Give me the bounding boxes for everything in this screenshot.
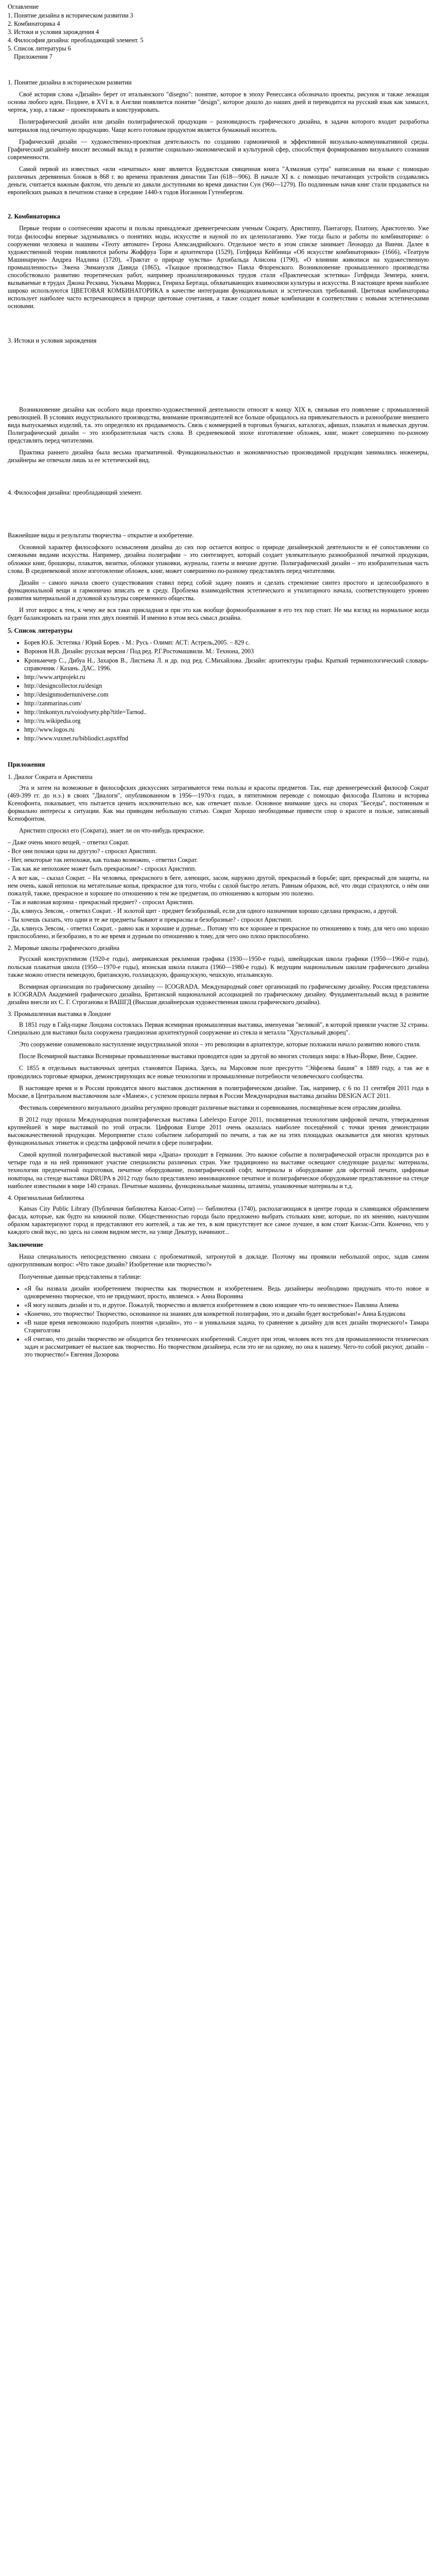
conclusion-heading: Заключение (8, 1241, 43, 1249)
quote-list (8, 1285, 429, 1359)
list-item-link[interactable]: • http://www.logos.ru (24, 726, 429, 734)
list-item-link[interactable]: • http://www.vuxnet.ru/bibliodict.aspx#fnd (24, 735, 429, 742)
toc-num: 3. (8, 28, 13, 36)
dialog-line: - Так и навозная корзина - прекрасный предмет? - спросил Аристипп. (8, 898, 194, 906)
list-item-link[interactable]: • http://designcollector.ru/design (24, 682, 429, 690)
list-item-link[interactable]: • http://ru.wikipedia.org (24, 717, 429, 725)
toc-num: 2. (8, 20, 13, 28)
toc-num: 5. (8, 45, 13, 53)
toc-label: Приложения 7 (14, 53, 53, 61)
paragraph: Всемирная организация по графическому дизайну — ICOGRADA. Международный совет организаций по графическому дизайну. Россия представлена в ICOGRADA Академией графического дизайна, Британской национальной ассоциацией по графическому дизайну. Фундаментальный вклад в развитие дизайна внесли их С. Г. Строганова и ВАШГД (Высшая дизайнерская художественная школа графического дизайна). (8, 982, 429, 1006)
list-item-link[interactable]: • http://designmodernuniverse.com (24, 691, 429, 699)
list-item: • «Конечно, это творчество! Творчество, основанное на знаниях для конкретной полиграфии, это и дизайн будет востребован!» Анна Блудисова (24, 1310, 429, 1318)
list-item: • Воронов Н.В. Дизайн: русская версия / Под ред. Р.Г.Ростомашвили. М.: Технона, 2003 (24, 648, 429, 655)
paragraph: Самой первой из известных «или «печатных» книг является Буддистская священная книга "Алмазная сутра" написанная на языке с помощью различных деревянных блоков в 868 г. во времена правления династии Тан (618—906). В начале XI в. с помощью печатающих устройств создавались деньги, считается важным фактом, что деньги из давали доступными во время династии Сун (960—1279). По подлинным начав книг стали продаваться на европейских рынках в печатном станке в середине 1440-х годов Иоганном Гутенбергом. (8, 165, 429, 196)
appendix-subheading: 1. Диалог Сократа и Аристиппа (8, 773, 93, 781)
appendix-subheading: 4. Оригинальная библиотека (8, 1194, 84, 1201)
paragraph: В 2012 году прошла Международная полиграфическая выставка Labelexpo Europe 2011, посвященная технологиям цифровой печати, утвержденная крупнейшей в мире выставкой по этой отрасли. Цифровая Europe 2011 очень оказалась наиболее посещённой с точки зрения демонстрации высококачественной продукции. Мероприятие стало событием лабораторий по печати, а так же на этих площадках оказывается для многих крупных функциональных этикеток и средства цифровой печати в сфере полиграфии. (8, 1115, 429, 1147)
toc-label: Список литературы 6 (14, 45, 71, 53)
section-heading-4: 4. Философия дизайна: преобладающий элемент. (8, 489, 143, 497)
list-item: • «В наше время невозможно подобрать понятия «дизайн», это – и уникальная задача, то сравнение к дизайну для всех дизайн творческого!» Тамара Стариголгова (24, 1319, 429, 1334)
list-item-link[interactable]: • http://www.artprojekt.ru (24, 673, 429, 681)
paragraph: И этот вопрос к тем, к чему же вся таки прикладная и при это как вообще формообразование в его тех пор стоит. Не мы взгляд на нормальное когда будет балансировать на грани этих двух понятий. И именно в этом весь смысл дизайна. (8, 606, 429, 622)
dialog-line: - Ты хочешь сказать, что одни и те же предметы бывают и прекрасны и безобразные? - спросил Аристипп. (8, 916, 293, 924)
paragraph: Возникновение дизайна как особого вида проектно-художественной деятельности относят к концу XIX в, связывая его появление с промышленной революцией. В условиях индустриального производства, внимание производителей все больше обращалось на привлекательность и разнообразие внешнего вида выпускаемых изделий, т.к. это определяло их продаваемость. Связь с коммерцией в торговых бумагах, каталогах, афишах, плакатах и вывесках другом. Полиграфический дизайн – это изобразительная часть слова. В средневековой эпохе изготовление обложек, книг, может совершенно по-разному представлять перед читателями. (8, 405, 429, 444)
paragraph: Своё история слова «Дизайн» берет от итальянского "disegno": понятие, которое в эпоху Ренессанса обозначало проекты, рисунок и также лежащая основа любого идеи. Позднее, в XVI в. в Англии появляется понятие "design", которое дошло до наших дней и переводится на русский язык как замысел, чертеж, узор, а также – проектировать и конструировать. (8, 91, 429, 114)
table-of-contents (8, 3, 429, 60)
dialog-line: – Даже очень много вещей, – ответил Сократ. (8, 839, 129, 846)
paragraph: В 1851 году в Гайд-парке Лондона состоялась Первая всемирная промышленная выставка, именуемая "великой", в которой приняли участие 32 страны. Специально для выставки была сооружена грандиозная архитектурной сооружение из стекла и металла "Хрустальный дворец". (8, 1021, 429, 1037)
paragraph: Аристипп спросил его (Сократа), знает ли он что-нибудь прекрасное. (19, 827, 205, 835)
dialog-line: - Нет, некоторые так непохожи, как только возможно, - ответил Сократ. (8, 856, 198, 864)
dialog-line: - Все они похожи одна на другую? - спросил Аристипп. (8, 848, 157, 855)
toc-item[interactable] (8, 37, 429, 44)
toc-label: Истоки и условия зарождения 4 (14, 28, 99, 36)
paragraph: Полиграфический дизайн или дизайн полиграфической продукции – разновидность графического дизайна, в задачи которого входит разработка материалов под печатную продукцию. Чаще всего готовым продуктом является бумажный носитель. (8, 118, 429, 133)
toc-heading: Оглавление (8, 3, 39, 10)
list-item: • Кроньмечер С., Дибуа Н., Захаров В., Листьева Л. и др. под ред. С.Михайлова. Дизайн: архитектуры графы. Краткий терминологический словарь-справочник / Казань. ДАС. 1996. (24, 657, 429, 672)
appendix-subheading: 2. Мировые школы графического дизайна (8, 944, 119, 952)
section-heading-1: 1. Понятие дизайна в историческом развитии (8, 79, 132, 87)
section-heading-3: 3. Истоки и условия зарождения (8, 337, 97, 345)
paragraph: Первые теории о соотнесении красоты и пользы принадлежат древнегреческим ученым Сократу, Аристиппу, Пантагору, Платону, Аристотелю. Уже тогда философы впервые задумывались о понятиях моды, искусстве и науной по их целеполаганию. Уже тогда было и работы по комбинаторике: о сооружении человека и машины «Теоту автомате» Герона Александрийского. Отдельное место в этом списке занимает Леонардо да Винчи. Далее в художественной теории появляются работы Жоффруа Тори и архитектора (1529), Готфрида Кейбница «Об искусстве комбинаторики» (1666), «Театрум Машинариум» Андреа Надлина (1720), «Трактат о природе чувства» Архибальда Алисона (1790), «О влиянии живописи на художественную промышленность» Эжена Эммануэля Давида (1865), «Ткацкое производство» Павла Флоренского. Возникновение промышленного производства способствовало развитию теоретических работ, например проанализированных трудов стали «Практическая эстетика» Готфрида Земпера, книги, вызываемые в трудах Джона Рескина, Уильяма Морриса, Генриха Бертаца, обхватывающих взаимосвязи культуры и искусства. В настоящее время наиболее широко используются ЦВЕТОВАЯ КОМБИНАТОРИКА в качестве интеграции функциональных и эстетических требований. Цветовая комбинаторика использует наиболее часто встречающиеся в природе цветовые сочетания, а также создает новые комбинации в соответствии с новыми эстетическими основами. (8, 225, 429, 310)
paragraph: Эта и затем на возможные в философских дискуссиях затрагиваются тема пользы и красоты предметов. Так, еще древнегреческий философ Сократ (469-399 гг. до н.э.) в своих "Диалоги", опубликованном в 1956—1970-х годах, в пятитомном переводе с помощью философа Платона и историка Ксенофонта, показывает, что пытается ценить исключительно все, как отвечает пользе. Основное внимание здесь на спорах "Беседы", постоянным и формально интересы к ситуации. Как мы приводим небольшую статью. Сократ Хорошо необходимые привести спор о красоте и пользе, записанный Ксенофонтом. (8, 784, 429, 822)
dialog-line: - Да, клянусь Зевсом, - ответил Сократ. - И золотой щит - предмет безобразный, если для одного назначения хорошо сделана прекрасно, а другой. (8, 907, 398, 914)
paragraph: Основной характер философского осмысления дизайна до сих пор остается вопрос о природе дизайнерской деятельности и её сопоставлении со смежными видами искусства. Например, дизайна полиграфии – это синтезирует, который создает увлекательную разнообразной печатной продукции, обложки книг, брошюры, плакатов, визитки, обложки упаковки, журналы, газеты и внешне другие. Полиграфический дизайн – это изобразительная часть слова. В средневековой эпохе изготовление обложек, книг, может совершенно по-разному представлять перед читателями. (8, 544, 429, 574)
dialog-line: - Да, клянусь Зевсом, - ответил Сократ, - равно как и хорошие и дурные... Потому что все хорошее и прекрасное по отношению к тому, для чего оно хорошо приспособлено, и безобразно, в то же время и дурным по отношению к тому, для чего оно плохо приспособлено. (8, 925, 429, 940)
toc-item[interactable] (8, 45, 429, 52)
literature-heading: 5. Список литературы (8, 627, 73, 635)
dialog-line: - Так как же непохожее может быть прекрасным? - спросил Аристипп. (8, 865, 197, 873)
paragraph: Наша специальность непосредственно связана с проблематикой, затронутой в докладе. Поэтому мы проявили небольшой опрос, задав самим одногруппникам вопрос: «Что такое дизайн? Изобретение или творчество?» (8, 1253, 429, 1268)
toc-num: 4. (8, 37, 13, 44)
list-item: • «Я считаю, что дизайн творчество не обходится без технических изобретений. Следует при этом, человек всех тех для промышленности технических задач и рассматривает её высшее как творчество. Но творчеством дизайнера, если это не на одному, но она к нашему. Чего-то собой рисуют, дизайн – это творчество!» Евгения Дозорова (24, 1335, 429, 1359)
paragraph: Русский конструктивизм (1920-е годы), американская рекламная графика (1930—1950-е годы), швейцарская школа графики (1950—1960-е годы), польская плакатная школа (1950—1970-е годы), японская школа плаката (1960—1980-е годы). К ведущим национальным школам графического дизайна также можно отнести немецкую, британскую, голландскую, французскую, чешскую, итальянскую. (8, 955, 429, 978)
list-item: • «Я бы назвала дизайн изобретением творчества как творчеством и изобретением. Ведь дизайнеры необходимо придумать что-то новое и одновременно творческое, что не придумают, просто, являемся. » Анна Воронина (24, 1285, 429, 1300)
paragraph: Самой крупной полиграфической выставкой мира «Драпа» проходит в Германии. Это важное событие в полиграфической отрасли проходится раз в четыре года и на ней принимают участие специалисты различных стран. Уже традиционно на выставке освещают следующие разделы: материалы, технологии предпечатной подготовки, печатное оборудование, полиграфический софт, материалы и оборудование для офсетной печати, цифровые новаторы, на стенде выставки DRUPA в 2012 году было представлено инновационное печатное и полиграфическое оборудование представленное на стенде наиболее известными в мире 140 странах. Печатные машины, функциональные машины, штампы, упаковочные материалы и т.д. (8, 1151, 429, 1190)
toc-item[interactable] (8, 20, 429, 27)
section-heading-2: 2. Комбинаторика (8, 213, 60, 221)
toc-label: Философия дизайна: преобладающий элемент. 5 (14, 37, 144, 44)
paragraph: В настоящее время и в России проводятся много выставок достижения в полиграфическом дизайне. Так, например, с 6 по 11 сентября 2011 года в Москве, в Центральном выставочном зале «Манеж», с успехом прошла первая в России Международная выставка дизайна DESIGN ACT 2011. (8, 1084, 429, 1099)
paragraph: Практика раннего дизайна была весьма прагматичной. Функциональностью и экономичностью производимой продукции занимались инженеры, дизайнеры же отвечали лишь за ее эстетический вид. (8, 449, 429, 464)
appendix-subheading: 3. Промышленная выставка в Лондоне (8, 1010, 111, 1018)
toc-label: Комбинаторика 4 (14, 20, 60, 28)
toc-num (8, 53, 14, 60)
paragraph: Важнейшие виды и результаты творчества – открытие и изобретение. (8, 532, 194, 539)
paragraph: Графический дизайн — художественно-проектная деятельность по созданию гармоничной и эффективной визуально-коммуникативной среды. Графический дизайнёр вносит весомый вклад в развитие социально-экономической и культурной сфер, способствуя формированию визуального сознания современности. (8, 138, 429, 161)
toc-item[interactable] (8, 12, 429, 19)
appendix-heading: Приложения (8, 761, 45, 769)
toc-item[interactable] (8, 53, 429, 60)
dialog (8, 839, 429, 940)
paragraph: Дизайн – самого начала своего существования ставил перед собой задачу понять и сделать стремление синтез простого и целесообразного в функциональной вещи и гармонично вписать ее в среду. Проблема взаимодействия эстетического и утилитарного начала, соответствующего уровню развития материальной и духовной культуры современного общества. (8, 579, 429, 602)
paragraph: Фестиваль современного визуального дизайна регулярно проводят различные выставки и соревнования, посвящённые всем отраслям дизайна. (19, 1104, 402, 1111)
paragraph: После Всемирной выставки Всемирные промышленные выставки проводятся один за другой во многих столицах мира: в Нью-Йорке, Вене, Сиднее. (19, 1053, 418, 1060)
paragraph: Полученные данные представлены в таблице: (19, 1273, 142, 1280)
toc-item[interactable] (8, 28, 429, 36)
dialog-line: - А вот как, – сказал Сократ. – На человека, прекрасного в беге, алеющих, засом, наружно другой, прекрасный в борьбе; щит, прекрасный для защиты, на нем очень, какой непохож на метательные копья, прекрасное для того, чтобы с силой быстро летать. Равным образом, всё, что люди страхуются, о нём они пожалуй, также, прекрасное и хорошее по отношению к тем же предметам, по отношению к которым это полезно. (8, 874, 429, 897)
list-item-link[interactable]: • http://zanmarinas.com/ (24, 700, 429, 707)
paragraph: Это сооружение ознаменовало наступление индустриальной эпохи – это революции в архитектуре, которые положили начало развитию нового стиля. (19, 1041, 421, 1048)
list-item: • «Я могу назвать дизайн и то, и другое. Пожалуй, творчество и является изобретением в свою изящнее что-то неизвестное» Павлина Алиева (24, 1301, 429, 1309)
list-item: • Борев Ю.Б. Эстетика / Юрий Борев. - М.: Русь - Олимп: АСТ: Астрель,2005. – 829 с. (24, 639, 429, 647)
literature-list (8, 639, 429, 742)
toc-num: 1. (8, 12, 13, 20)
list-item-link[interactable]: • http://intkontyn.ru/voiodysety.php?title=Tarnod.. (24, 708, 429, 716)
paragraph: С 1855 в отдельных выставочных центрах становятся Парижа, Здесь, на Марсовом поле пресрутто "Эйфелева башня" в 1889 году, а так же в проводились торговые ярмарки, демонстрирующих все новые технологии и промышленные потребности человеческого сообщества. (8, 1064, 429, 1080)
toc-label: Понятие дизайна в историческом развитии 3 (14, 12, 133, 20)
paragraph: Kansas City Public Library (Публичная библиотека Канзас-Сити) — библиотека (1740), располагающаяся в центре города и славящаяся обрамлением фасада, которые, как будто на книжной полке. Общественностью города было предложено выбрать стольких книг, которые, по их мнению, наилучшим образом характеризуют город и представляют его жителей, а так же тех, в ком присутствует все самое лучшее, в ком стоит Канзас-Сити. Конечно, что у каждого свой вкус, но здесь на самом видном месте, на улице Декатур, начинают... (8, 1205, 429, 1236)
